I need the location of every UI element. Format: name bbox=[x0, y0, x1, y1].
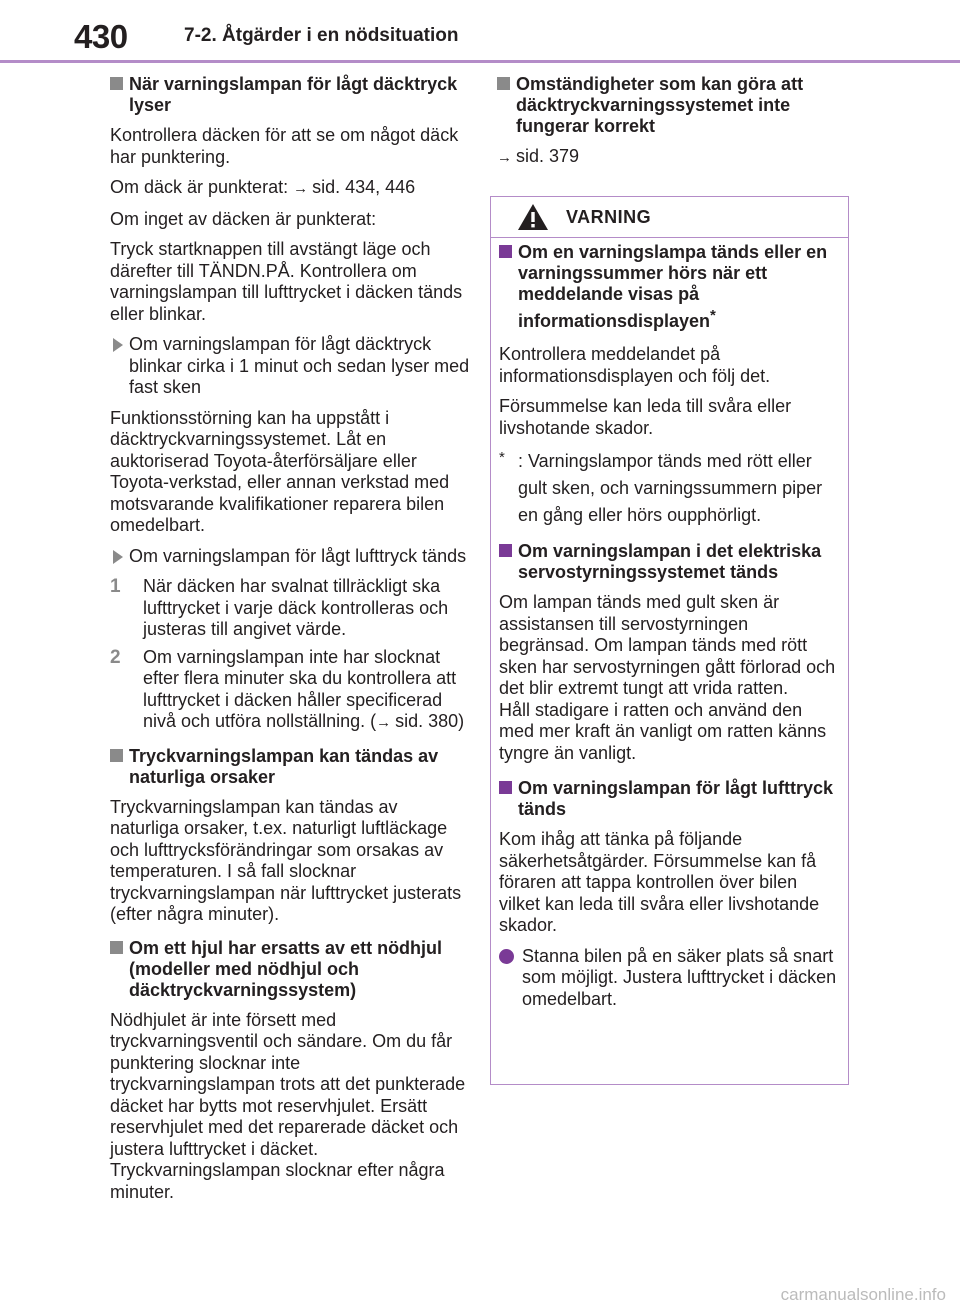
sub-heading-blinking: Om varningslampan för lågt däcktryck blinkar cirka i 1 minut och sedan lyser med fast sken bbox=[110, 334, 470, 399]
paragraph: Kontrollera meddelandet på informationsdisplayen och följ det. bbox=[499, 344, 771, 386]
footnote-mark: * bbox=[710, 307, 716, 324]
step-item: 2 Om varningslampan inte har slocknat efter flera minuter ska du kontrollera att lufttrycket i däcken håller specificerad nivå och utföra nollställning. (→ sid. 380) bbox=[110, 647, 470, 734]
square-bullet-icon bbox=[110, 77, 123, 90]
paragraph: Om lampan tänds med gult sken är assistansen till servostyrningen begränsad. Om lampan tänds med rött sken har servostyrningen gått förlorad och det blir extremt tungt att vrida ratten. bbox=[499, 592, 836, 698]
page-header bbox=[0, 0, 960, 66]
square-bullet-icon bbox=[497, 77, 510, 90]
heading-natural-causes: Tryckvarningslampan kan tändas av naturliga orsaker bbox=[110, 746, 470, 788]
page-reference-link[interactable]: sid. 434, 446 bbox=[312, 177, 416, 197]
paragraph: Nödhjulet är inte försett med tryckvarningsventil och sändare. Om du får punktering slocknar inte tryckvarningslampan trots att det punkterade däcket har bytts mot reservhjulet. Ersätt reservhjulet med det reparerade däcket och justera lufttrycket i däcket. Tryckvarningslampan slocknar efter några minuter. bbox=[110, 1009, 466, 1202]
paragraph bbox=[497, 146, 849, 169]
square-bullet-icon bbox=[499, 781, 512, 794]
step-item: 1 När däcken har svalnat tillräckligt ska lufttrycket i varje däck kontrolleras och justeras till angivet värde. bbox=[110, 576, 449, 639]
step-number: 2 bbox=[110, 646, 121, 668]
paragraph: Om inget av däcken är punkterat: bbox=[110, 208, 377, 229]
square-bullet-icon bbox=[110, 941, 123, 954]
warning-heading-message: Om en varningslampa tänds eller en varningssummer hörs när ett meddelande visas på informationsdisplayen* bbox=[499, 242, 838, 332]
paragraph: Tryckvarningslampan kan tändas av naturliga orsaker, t.ex. naturligt luftläckage och lufttrycksförändringar som orsakas av temperaturen. I så fall slocknar tryckvarningslampan när lufttrycket justerats (efter några minuter). bbox=[110, 796, 462, 924]
warning-heading-low-pressure: Om varningslampan för lågt lufttryck tänds bbox=[499, 778, 838, 820]
paragraph: Tryck startknappen till avstängt läge och därefter till TÄNDN.PÅ. Kontrollera om varningslampan till lufttrycket i däcken tänds eller blinkar. bbox=[110, 239, 463, 324]
heading-system-malfunction: Omständigheter som kan göra att däcktryckvarningssystemet inte fungerar korrekt bbox=[497, 74, 849, 137]
page-reference-link[interactable]: sid. 379 bbox=[516, 146, 580, 166]
square-bullet-icon bbox=[110, 749, 123, 762]
warning-heading-power-steering: Om varningslampan i det elektriska servostyrningssystemet tänds bbox=[499, 541, 838, 583]
header-rule bbox=[0, 60, 960, 63]
paragraph: Försummelse kan leda till svåra eller livshotande skador. bbox=[499, 396, 792, 438]
triangle-bullet-icon bbox=[113, 550, 123, 564]
footnote-mark: * bbox=[499, 449, 505, 466]
sub-heading-lit: Om varningslampan för lågt lufttryck tänds bbox=[110, 546, 470, 568]
paragraph: Kontrollera däcken för att se om något däck har punktering. bbox=[110, 125, 459, 167]
square-bullet-icon bbox=[499, 245, 512, 258]
arrow-right-icon: → bbox=[376, 714, 392, 731]
heading-spare-wheel: Om ett hjul har ersatts av ett nödhjul (modeller med nödhjul och däcktryckvarningssystem) bbox=[110, 938, 470, 1001]
section-title: 7-2. Åtgärder i en nödsituation bbox=[184, 25, 459, 46]
paragraph: Funktionsstörning kan ha uppstått i däcktryckvarningssystemet. Låt en auktoriserad Toyota-återförsäljare eller Toyota-verkstad, eller annan verkstad med motsvarande kvalifikationer reparera bilen omedelbart. bbox=[110, 407, 450, 535]
bullet-item: Stanna bilen på en säker plats så snart som möjligt. Justera lufttrycket i däcken omedelbart. bbox=[499, 946, 838, 1011]
watermark: carmanualsonline.info bbox=[780, 1285, 946, 1304]
triangle-bullet-icon bbox=[113, 338, 123, 352]
warning-triangle-icon bbox=[517, 203, 549, 231]
warning-header bbox=[491, 197, 848, 238]
heading-low-pressure-light: När varningslampan för lågt däcktryck lyser bbox=[110, 74, 470, 116]
round-bullet-icon bbox=[499, 949, 514, 964]
paragraph: Om däck är punkterat: → sid. 434, 446 bbox=[110, 177, 470, 200]
paragraph: Kom ihåg att tänka på följande säkerhetsåtgärder. Försummelse kan få föraren att tappa kontrollen över bilen vilket kan leda till svåra eller livshotande skador. bbox=[499, 829, 820, 935]
page-number: 430 bbox=[74, 18, 128, 55]
arrow-right-icon: → bbox=[497, 149, 512, 166]
page-reference-link[interactable]: sid. 380) bbox=[395, 711, 465, 731]
left-column bbox=[110, 74, 470, 1212]
warning-box bbox=[490, 196, 849, 1085]
right-column bbox=[497, 74, 849, 178]
arrow-right-icon: → bbox=[293, 180, 309, 197]
footnote: * : Varningslampor tänds med rött eller gult sken, och varningssummern piper en gång eller hörs oupphörligt. bbox=[499, 448, 838, 529]
paragraph: Håll stadigare i ratten och använd den med mer kraft än vanligt om ratten känns tyngre än vanligt. bbox=[499, 699, 827, 763]
warning-title: VARNING bbox=[566, 207, 652, 227]
step-number: 1 bbox=[110, 576, 121, 597]
square-bullet-icon bbox=[499, 544, 512, 557]
